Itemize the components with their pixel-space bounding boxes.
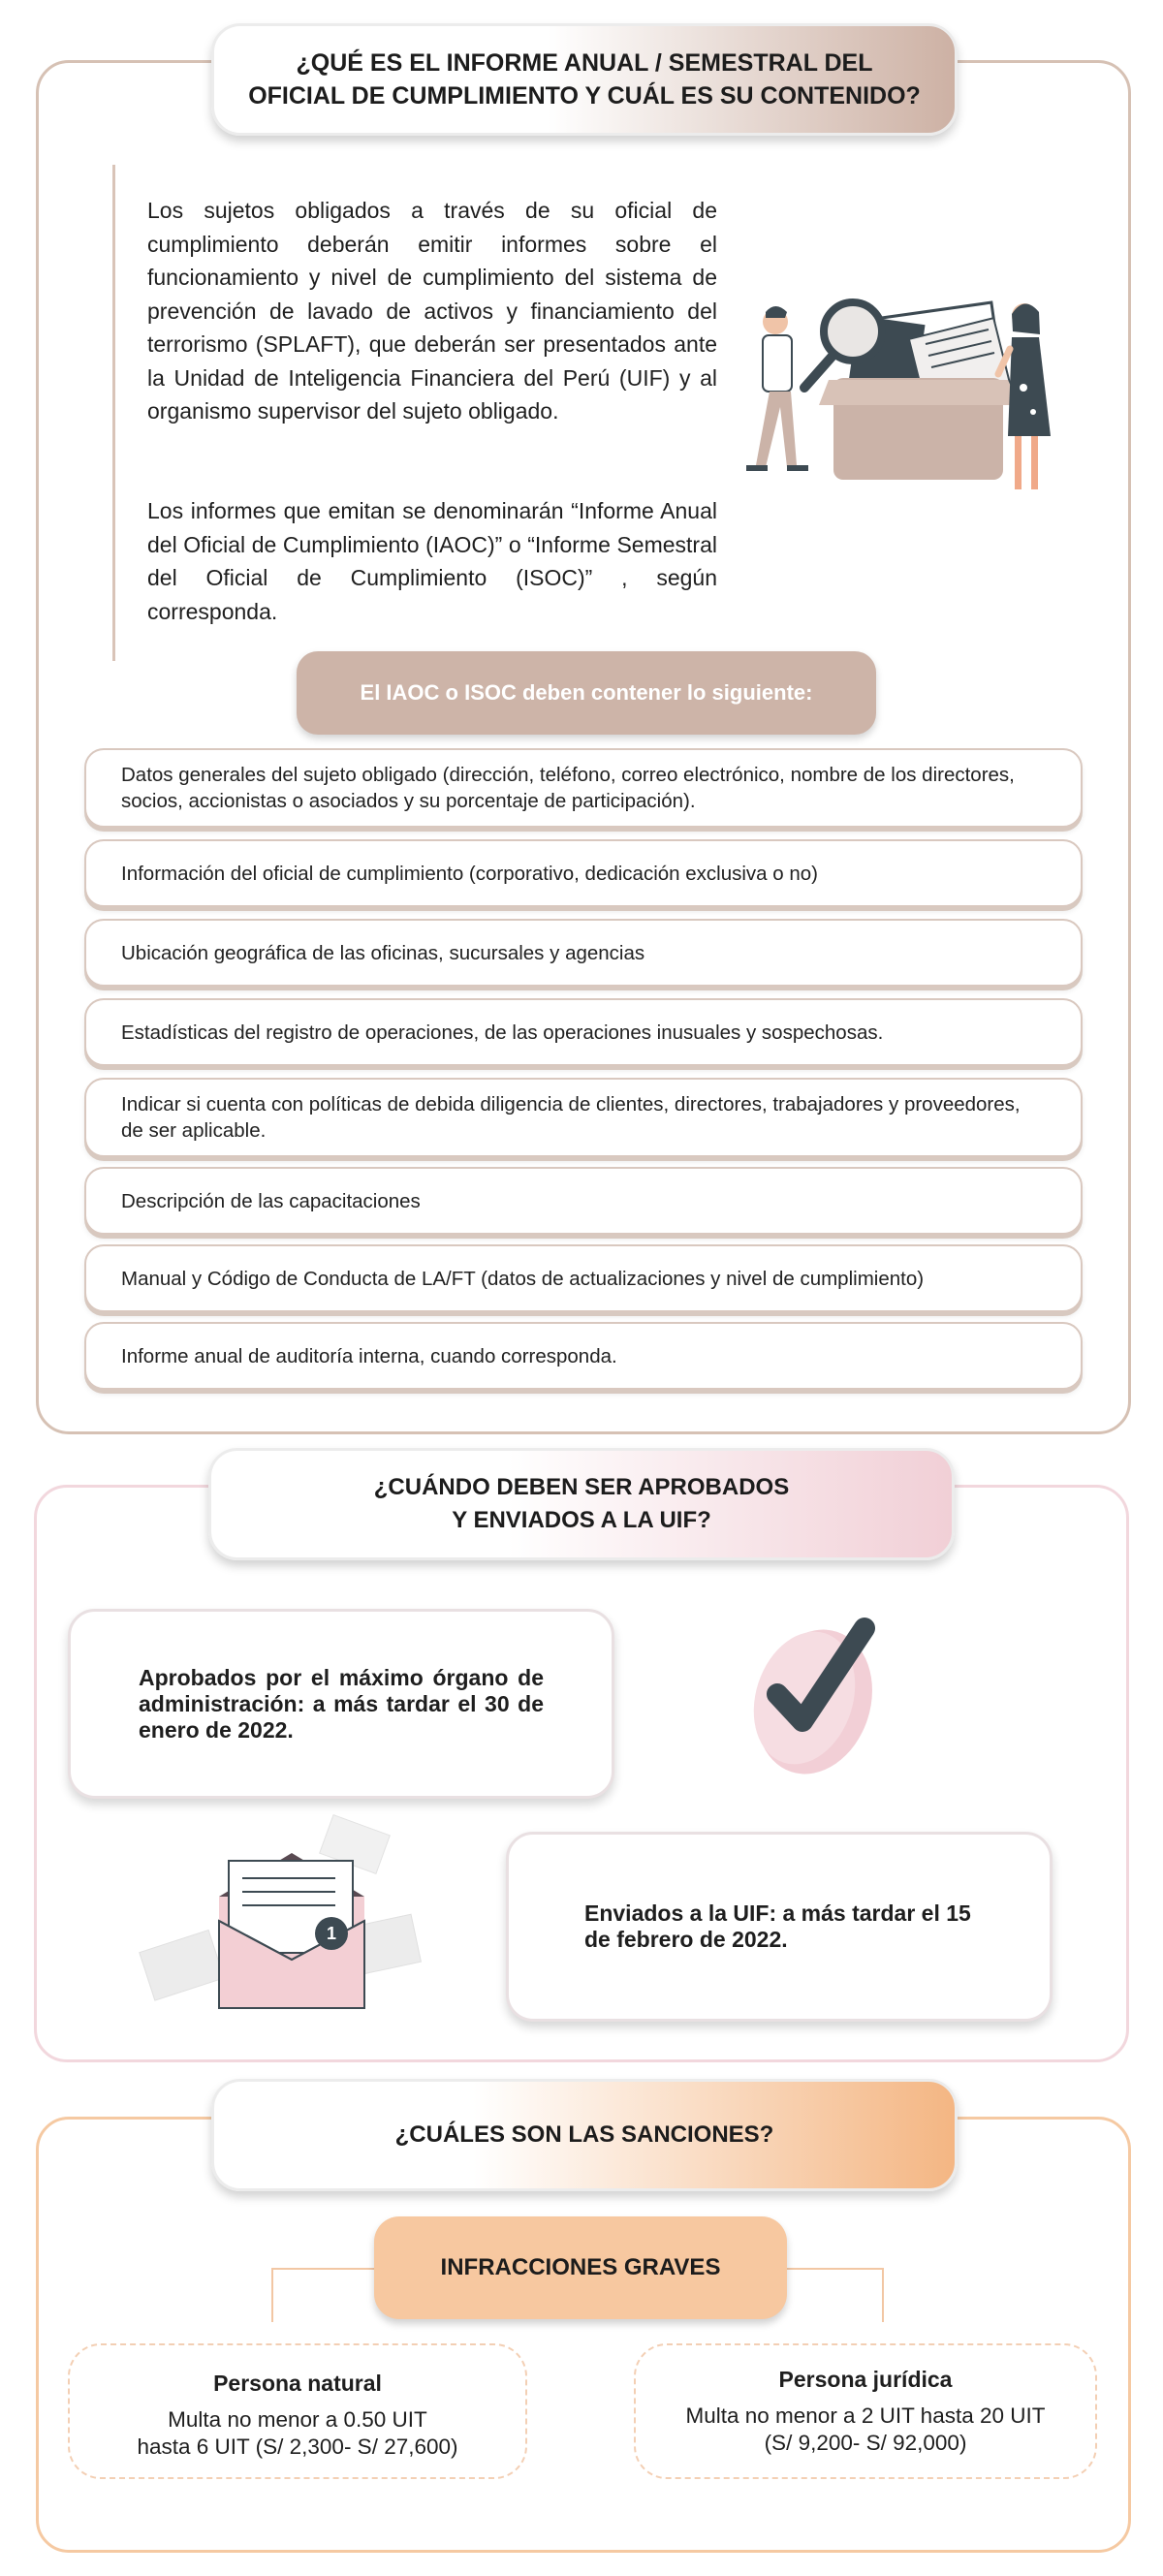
contents-subheading: El IAOC o ISOC deben contener lo siguiente: [297, 651, 876, 735]
checkmark-icon [739, 1609, 903, 1783]
envelope-icon [136, 1814, 446, 2027]
severity-label: INFRACCIONES GRAVES [374, 2216, 787, 2319]
content-item-manual: Manual y Código de Conducta de LA/FT (datos de actualizaciones y nivel de cumplimiento) [84, 1244, 1083, 1312]
penalty-legal-title: Persona jurídica [778, 2367, 953, 2392]
content-item-ubicacion: Ubicación geográfica de las oficinas, sucursales y agencias [84, 919, 1083, 987]
connector-left [271, 2268, 374, 2270]
content-item-estadisticas: Estadísticas del registro de operaciones, de las operaciones inusuales y sospechosas. [84, 998, 1083, 1066]
content-item-auditoria: Informe anual de auditoría interna, cuando corresponda. [84, 1322, 1083, 1390]
penalty-legal-amount: Multa no menor a 2 UIT hasta 20 UIT (S/ 9,200- S/ 92,000) [685, 2403, 1046, 2455]
connector-left-drop [271, 2268, 273, 2322]
quote-rule [112, 165, 115, 661]
connector-right-drop [882, 2268, 884, 2322]
notification-count: 1 [326, 1923, 336, 1943]
content-item-datos-generales: Datos generales del sujeto obligado (dirección, teléfono, correo electrónico, nombre de los directores, socios, accionistas o asociados y su porcentaje de participación). [84, 748, 1083, 828]
section-title-contenido: ¿QUÉ ES EL INFORME ANUAL / SEMESTRAL DEL OFICIAL DE CUMPLIMIENTO Y CUÁL ES SU CONTENIDO? [211, 23, 958, 136]
report-names-paragraph: Los informes que emitan se denominarán “Informe Anual del Oficial de Cumplimiento (IAOC)” o “Informe Semestral del Oficial de Cumplimiento (ISOC)” , según corresponda. [147, 498, 717, 624]
content-item-politicas: Indicar si cuenta con políticas de debida diligencia de clientes, directores, trabajadores y proveedores, de ser aplicable. [84, 1078, 1083, 1157]
penalty-legal-person [634, 2343, 1097, 2479]
section-title-sanciones: ¿CUÁLES SON LAS SANCIONES? [211, 2079, 958, 2191]
penalty-natural-person [68, 2343, 527, 2479]
magnifier-documents-illustration [737, 291, 1066, 533]
section-title-plazos: ¿CUÁNDO DEBEN SER APROBADOS Y ENVIADOS A LA UIF? [208, 1448, 955, 1560]
intro-paragraph: Los sujetos obligados a través de su oficial de cumplimiento deberán emitir informes sobre el funcionamiento y nivel de cumplimiento del sistema de prevención de lavado de activos y financiamiento del terrorismo (SPLAFT), que deberán ser presentados ante la Unidad de Inteligencia Financiera del Perú (UIF) y al organismo supervisor del sujeto obligado. [147, 198, 717, 424]
content-item-oficial: Información del oficial de cumplimiento (corporativo, dedicación exclusiva o no) [84, 839, 1083, 907]
submission-deadline-card: Enviados a la UIF: a más tardar el 15 de febrero de 2022. [506, 1832, 1053, 2022]
content-item-capacitaciones: Descripción de las capacitaciones [84, 1167, 1083, 1235]
notification-badge [315, 1917, 348, 1950]
penalty-natural-amount: Multa no menor a 0.50 UIT hasta 6 UIT (S/ 2,300- S/ 27,600) [137, 2407, 458, 2459]
connector-right [787, 2268, 884, 2270]
approval-deadline-card: Aprobados por el máximo órgano de administración: a más tardar el 30 de enero de 2022. [68, 1609, 614, 1799]
penalty-natural-title: Persona natural [213, 2371, 382, 2396]
